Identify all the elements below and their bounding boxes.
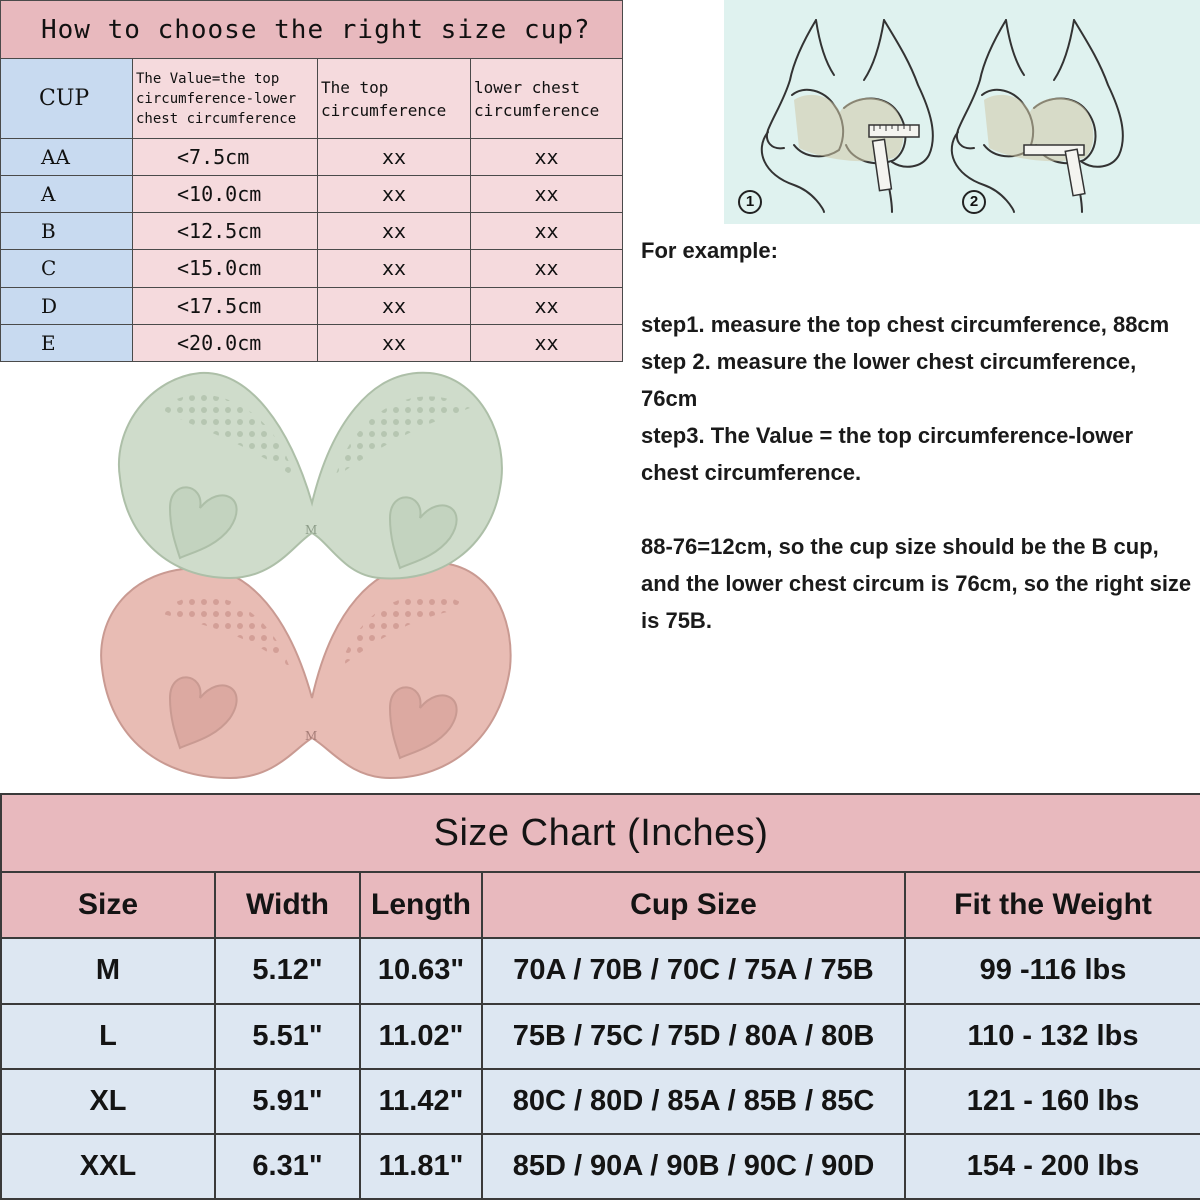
measurement-figure-icon	[724, 0, 1200, 224]
weight-cell: 110 - 132 lbs	[905, 1004, 1200, 1069]
width-cell: 5.51"	[215, 1004, 360, 1069]
size-chart-table	[0, 793, 1200, 1200]
lower-chest-header	[471, 59, 623, 138]
green-pad-size-mark: M	[305, 523, 318, 537]
length-header: Length	[360, 872, 482, 938]
step-two-marker: 2	[962, 190, 986, 214]
cup-cell: AA	[1, 138, 133, 175]
table-row	[1, 213, 623, 250]
size-cell: XL	[1, 1069, 215, 1134]
width-cell: 6.31"	[215, 1134, 360, 1199]
lower-cell: xx	[471, 287, 623, 324]
value-cell: <7.5cm	[133, 138, 318, 175]
lower-header-line1: lower chest	[474, 77, 580, 97]
value-cell: <10.0cm	[133, 175, 318, 212]
lower-header-line2: circumference	[474, 100, 600, 120]
cup-cell: D	[1, 287, 133, 324]
measurement-illustration	[724, 0, 1200, 224]
width-cell: 5.91"	[215, 1069, 360, 1134]
cup-size-table	[0, 0, 623, 362]
table-row	[1, 1069, 1200, 1134]
cup-cell: B	[1, 213, 133, 250]
value-header-line2: circumference-lower	[136, 90, 297, 107]
cup-cell: A	[1, 175, 133, 212]
table-row	[1, 138, 623, 175]
size-chart-title: Size Chart (Inches)	[1, 794, 1200, 872]
width-cell: 5.12"	[215, 938, 360, 1003]
lower-cell: xx	[471, 250, 623, 287]
lower-cell: xx	[471, 175, 623, 212]
length-cell: 11.02"	[360, 1004, 482, 1069]
size-cell: L	[1, 1004, 215, 1069]
top-cell: xx	[318, 213, 471, 250]
value-cell: <12.5cm	[133, 213, 318, 250]
weight-cell: 99 -116 lbs	[905, 938, 1200, 1003]
size-cell: M	[1, 938, 215, 1003]
width-header: Width	[215, 872, 360, 938]
bra-pads-product-image	[90, 368, 530, 788]
top-header-line2: circumference	[321, 100, 447, 120]
length-cell: 11.81"	[360, 1134, 482, 1199]
value-cell: <20.0cm	[133, 324, 318, 361]
table-row	[1, 324, 623, 361]
bra-pads-icon	[90, 368, 530, 788]
value-header-line3: chest circumference	[136, 110, 297, 127]
step-one-marker: 1	[738, 190, 762, 214]
cup-size-cell: 80C / 80D / 85A / 85B / 85C	[482, 1069, 905, 1134]
size-header: Size	[1, 872, 215, 938]
weight-header: Fit the Weight	[905, 872, 1200, 938]
top-header-line1: The top	[321, 77, 389, 97]
cup-size-header: Cup Size	[482, 872, 905, 938]
pink-pad-size-mark: M	[305, 729, 318, 743]
lower-cell: xx	[471, 213, 623, 250]
top-cell: xx	[318, 287, 471, 324]
top-cell: xx	[318, 250, 471, 287]
table-row	[1, 1004, 1200, 1069]
length-cell: 11.42"	[360, 1069, 482, 1134]
value-cell: <15.0cm	[133, 250, 318, 287]
top-circumference-header	[318, 59, 471, 138]
weight-cell: 154 - 200 lbs	[905, 1134, 1200, 1199]
table-row	[1, 287, 623, 324]
cup-cell: E	[1, 324, 133, 361]
weight-cell: 121 - 160 lbs	[905, 1069, 1200, 1134]
value-cell: <17.5cm	[133, 287, 318, 324]
lower-cell: xx	[471, 324, 623, 361]
lower-cell: xx	[471, 138, 623, 175]
example-step3: step3. The Value = the top circumference-lower chest circumference.	[641, 423, 1134, 485]
cup-header: CUP	[1, 59, 133, 138]
example-heading: For example:	[641, 238, 778, 263]
cup-size-cell: 85D / 90A / 90B / 90C / 90D	[482, 1134, 905, 1199]
table-row	[1, 250, 623, 287]
example-conclusion: 88-76=12cm, so the cup size should be the B cup, and the lower chest circum is 76cm, so the right size is 75B.	[641, 534, 1192, 633]
cup-size-cell: 70A / 70B / 70C / 75A / 75B	[482, 938, 905, 1003]
top-cell: xx	[318, 138, 471, 175]
example-step2: step 2. measure the lower chest circumference, 76cm	[641, 349, 1137, 411]
top-cell: xx	[318, 175, 471, 212]
table-row	[1, 175, 623, 212]
table-row	[1, 938, 1200, 1003]
length-cell: 10.63"	[360, 938, 482, 1003]
cup-size-cell: 75B / 75C / 75D / 80A / 80B	[482, 1004, 905, 1069]
value-header-line1: The Value=the top	[136, 70, 280, 87]
cup-cell: C	[1, 250, 133, 287]
example-step1: step1. measure the top chest circumference, 88cm	[641, 312, 1170, 337]
cup-table-title: How to choose the right size cup?	[1, 1, 623, 59]
top-cell: xx	[318, 324, 471, 361]
value-header	[133, 59, 318, 138]
table-row	[1, 1134, 1200, 1199]
size-cell: XXL	[1, 1134, 215, 1199]
example-instructions	[641, 232, 1196, 639]
